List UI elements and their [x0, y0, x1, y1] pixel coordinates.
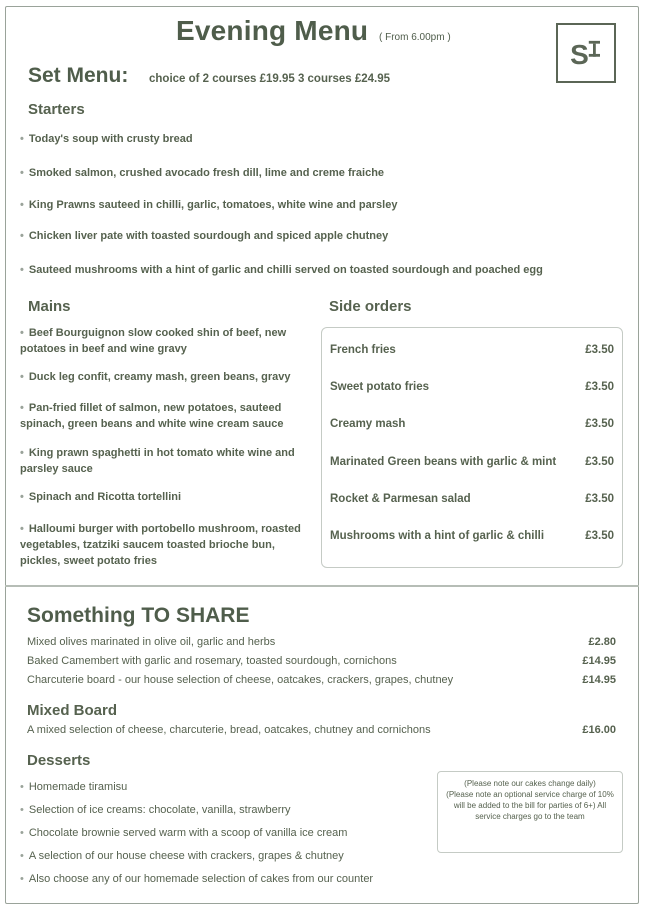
share-item-name: Baked Camembert with garlic and rosemary, toasted sourdough, cornichons	[27, 655, 397, 667]
side-item-name: Creamy mash	[330, 418, 406, 430]
main-item: • Pan-fried fillet of salmon, new potatoes, sauteed spinach, green beans and white wine cream sauce	[20, 402, 284, 430]
share-heading: Something TO SHARE	[27, 604, 250, 627]
share-item-price: £14.95	[582, 655, 616, 667]
starter-item: • Sauteed mushrooms with a hint of garlic and chilli served on toasted sourdough and poached egg	[20, 264, 543, 276]
starter-item: • Today's soup with crusty bread	[20, 133, 193, 145]
side-item-name: Sweet potato fries	[330, 381, 430, 393]
side-orders-heading: Side orders	[329, 298, 412, 315]
set-menu-pricing: choice of 2 courses £19.95 3 courses £24.95	[149, 73, 391, 85]
starter-item: • King Prawns sauteed in chilli, garlic, tomatoes, white wine and parsley	[20, 199, 398, 211]
starter-item: • Chicken liver pate with toasted sourdough and spiced apple chutney	[20, 230, 389, 242]
side-item-name: French fries	[330, 344, 396, 356]
side-orders-box	[321, 327, 623, 568]
mixed-board-price: £16.00	[582, 724, 616, 736]
side-item-price: £3.50	[585, 493, 614, 505]
page-title: Evening Menu	[176, 15, 369, 46]
section-divider	[5, 585, 639, 587]
side-item-name: Mushrooms with a hint of garlic & chilli	[330, 530, 545, 542]
side-item-price: £3.50	[585, 456, 614, 468]
side-item-price: £3.50	[585, 344, 614, 356]
dessert-item: • Selection of ice creams: chocolate, vanilla, strawberry	[20, 804, 291, 816]
side-item-name: Marinated Green beans with garlic & mint	[330, 456, 557, 468]
side-item-price: £3.50	[585, 381, 614, 393]
dessert-item: • Homemade tiramisu	[20, 781, 128, 793]
dessert-item: • Also choose any of our homemade selection of cakes from our counter	[20, 873, 374, 885]
main-item: • Spinach and Ricotta tortellini	[20, 491, 182, 503]
main-item: • Beef Bourguignon slow cooked shin of beef, new potatoes in beef and wine gravy	[20, 327, 287, 355]
logo-mark	[558, 25, 614, 81]
share-item-name: Charcuterie board - our house selection of cheese, oatcakes, crackers, grapes, chutney	[27, 674, 454, 686]
starters-heading: Starters	[28, 101, 85, 118]
side-item-price: £3.50	[585, 530, 614, 542]
mains-heading: Mains	[28, 298, 71, 315]
starter-item: • Smoked salmon, crushed avocado fresh dill, lime and creme fraiche	[20, 167, 385, 179]
time-note: ( From 6.00pm )	[379, 32, 451, 43]
main-item: • King prawn spaghetti in hot tomato white wine and parsley sauce	[20, 447, 295, 475]
cakes-note: (Please note our cakes change daily)	[464, 779, 596, 788]
mixed-board-heading: Mixed Board	[27, 702, 118, 719]
dessert-item: • Chocolate brownie served warm with a scoop of vanilla ice cream	[20, 827, 348, 839]
set-menu-label: Set Menu:	[28, 64, 129, 87]
service-note	[437, 771, 623, 853]
svg-text:S: S	[570, 39, 589, 71]
desserts-heading: Desserts	[27, 752, 91, 769]
service-charge-note: (Please note an optional service charge of 10% will be added to the bill for parties of 6+) All service charges go to the team	[446, 790, 614, 821]
side-item-name: Rocket & Parmesan salad	[330, 493, 471, 505]
share-item-price: £2.80	[588, 636, 616, 648]
share-item-price: £14.95	[582, 674, 616, 686]
dessert-item: • A selection of our house cheese with crackers, grapes & chutney	[20, 850, 344, 862]
mixed-board-description: A mixed selection of cheese, charcuterie, bread, oatcakes, chutney and cornichons	[27, 724, 431, 736]
share-item-name: Mixed olives marinated in olive oil, garlic and herbs	[27, 636, 276, 648]
logo	[556, 23, 616, 83]
main-item: • Duck leg confit, creamy mash, green beans, gravy	[20, 371, 291, 383]
side-item-price: £3.50	[585, 418, 614, 430]
main-item: • Halloumi burger with portobello mushroom, roasted vegetables, tzatziki saucem toasted brioche bun, pickles, sweet potato fries	[20, 523, 301, 567]
